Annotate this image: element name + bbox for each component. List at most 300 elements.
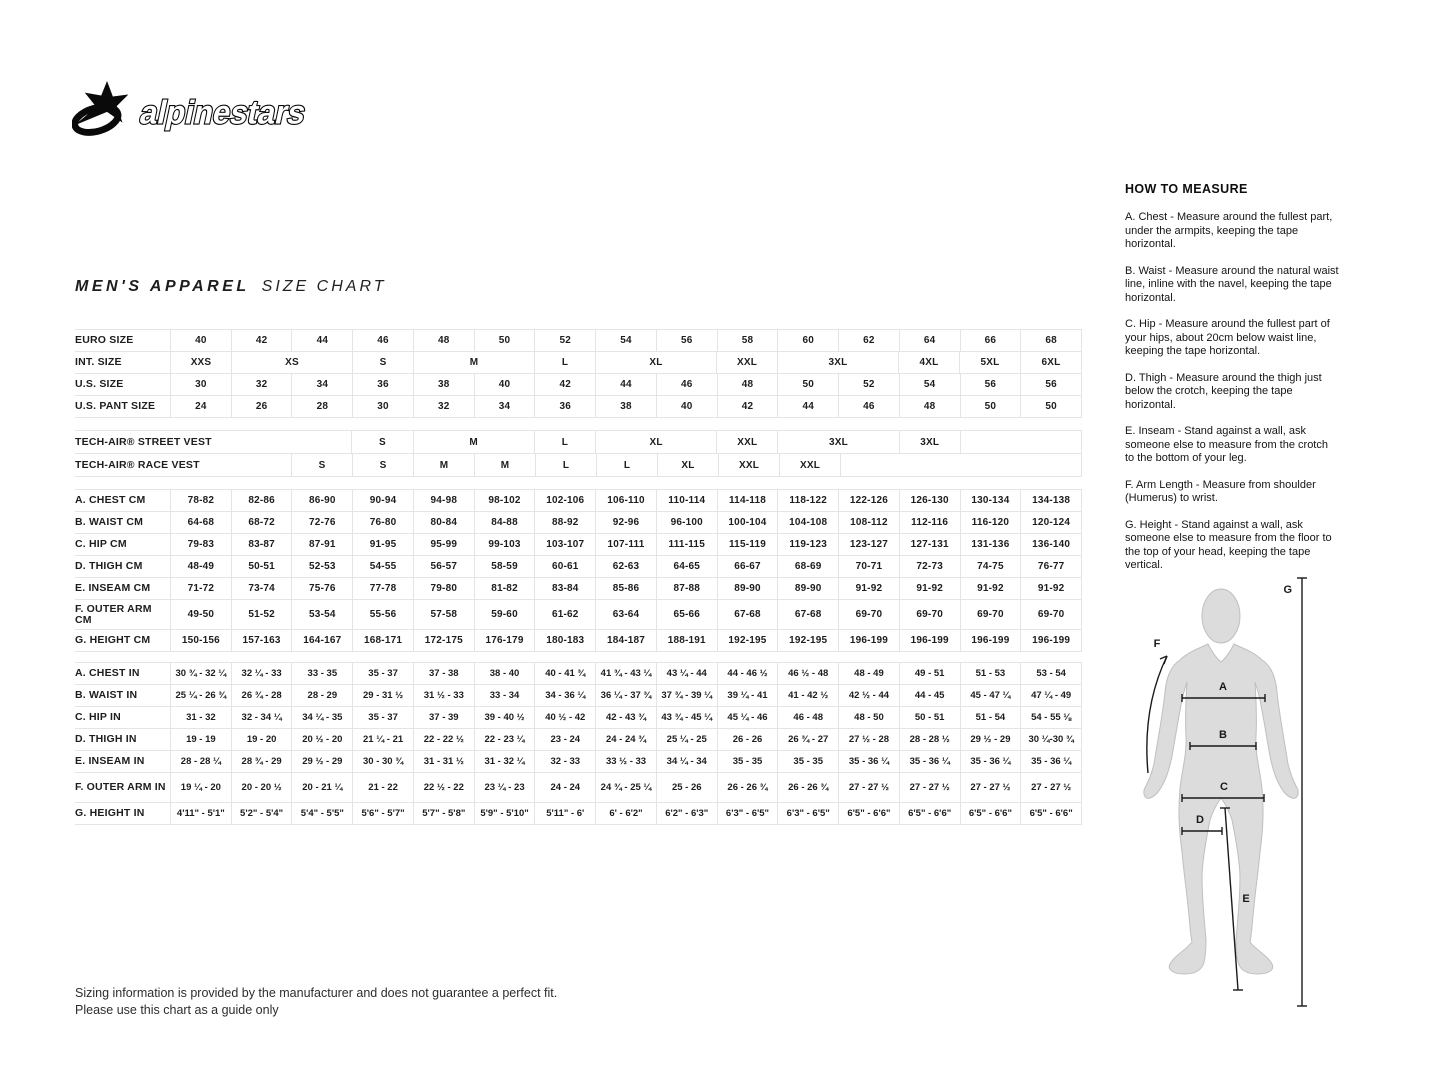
table-cell: 27 - 27 ½ <box>839 773 900 802</box>
row-label: TECH-AIR® STREET VEST <box>75 435 212 448</box>
table-cell: 6'5" - 6'6" <box>839 803 900 824</box>
table-cell: 130-134 <box>961 490 1022 511</box>
table-cell: 40 - 41 ¾ <box>535 663 596 684</box>
table-cell: 28 ¾ - 29 <box>232 751 293 772</box>
table-cell: 27 - 27 ½ <box>1021 773 1082 802</box>
table-cell: 91-95 <box>353 534 414 555</box>
table-cell: 23 - 24 <box>535 729 596 750</box>
table-cell: 83-87 <box>232 534 293 555</box>
table-cell: 120-124 <box>1021 512 1082 533</box>
table-cell: 180-183 <box>535 630 596 651</box>
table-row <box>75 534 1082 556</box>
table-cell: 127-131 <box>900 534 961 555</box>
row-label: A. CHEST CM <box>75 490 171 511</box>
table-cell: 29 ½ - 29 <box>292 751 353 772</box>
table-cell: 48 <box>900 396 961 417</box>
logo-wordmark: alpinestars <box>136 94 319 132</box>
table-cell: 192-195 <box>718 630 779 651</box>
table-cell: 66 <box>961 330 1022 351</box>
table-cell: 5XL <box>960 352 1021 373</box>
table-cell: 86-90 <box>292 490 353 511</box>
row-label: E. INSEAM IN <box>75 751 171 772</box>
table-cell: 20 ½ - 20 <box>292 729 353 750</box>
table-row <box>75 751 1082 773</box>
table-cell: 19 ¼ - 20 <box>171 773 232 802</box>
table-cell: 81-82 <box>475 578 536 599</box>
table-cell: L <box>597 454 658 476</box>
table-cell: 176-179 <box>475 630 536 651</box>
table-cell: 6'3" - 6'5" <box>778 803 839 824</box>
table-cell: 36 <box>353 374 414 395</box>
table-cell: 196-199 <box>900 630 961 651</box>
table-cell: 4XL <box>899 352 960 373</box>
table-cell: 26 - 26 ¾ <box>718 773 779 802</box>
footer-line-2: Please use this chart as a guide only <box>75 1003 279 1017</box>
alpinestars-logo-graphic <box>72 80 324 140</box>
table-cell: 34 ¼ - 35 <box>292 707 353 728</box>
table-cell: 42 <box>232 330 293 351</box>
table-cell: 24 <box>171 396 232 417</box>
row-label: G. HEIGHT CM <box>75 630 171 651</box>
figure-label-e: E <box>1242 893 1250 905</box>
table-cell: 6'3" - 6'5" <box>718 803 779 824</box>
row-label: C. HIP CM <box>75 534 171 555</box>
table-cell: 196-199 <box>839 630 900 651</box>
table-cell: 35 - 36 ¼ <box>839 751 900 772</box>
table-cell: 48-49 <box>171 556 232 577</box>
table-cell: 82-86 <box>232 490 293 511</box>
table-cell: 35 - 35 <box>778 751 839 772</box>
table-row <box>75 512 1082 534</box>
table-row <box>75 396 1082 418</box>
table-cell: 136-140 <box>1021 534 1082 555</box>
table-cell: XL <box>658 454 719 476</box>
table-cell: 51-52 <box>232 600 293 629</box>
table-cell: 31 - 32 ¼ <box>475 751 536 772</box>
table-cell: 5'4" - 5'5" <box>292 803 353 824</box>
table-cell: 51 - 53 <box>961 663 1022 684</box>
table-cell: 172-175 <box>414 630 475 651</box>
table-cell: S <box>353 454 414 476</box>
table-row <box>75 374 1082 396</box>
table-cell: 58 <box>718 330 779 351</box>
table-cell: 44 - 45 <box>900 685 961 706</box>
table-cell: 39 - 40 ½ <box>475 707 536 728</box>
table-cell: 40 <box>475 374 536 395</box>
table-cell: 34 - 36 ¼ <box>535 685 596 706</box>
table-cell: 50 <box>475 330 536 351</box>
table-cell: 164-167 <box>292 630 353 651</box>
table-cell: M <box>414 454 475 476</box>
table-cell: 53-54 <box>292 600 353 629</box>
size-table <box>75 329 1082 825</box>
table-cell: 60 <box>778 330 839 351</box>
table-cell: 54 <box>900 374 961 395</box>
table-cell: 44 <box>596 374 657 395</box>
table-cell: 32 ¼ - 33 <box>232 663 293 684</box>
measure-instruction: B. Waist - Measure around the natural waist line, inline with the navel, keeping the tape horizontal. <box>1125 264 1339 304</box>
table-cell: 26 ¾ - 28 <box>232 685 293 706</box>
table-cell: 122-126 <box>839 490 900 511</box>
table-cell: 32 - 33 <box>535 751 596 772</box>
table-row <box>75 431 1082 454</box>
table-cell: 78-82 <box>171 490 232 511</box>
table-cell: 64-68 <box>171 512 232 533</box>
table-cell: 59-60 <box>475 600 536 629</box>
table-cell: 196-199 <box>961 630 1022 651</box>
row-label: U.S. SIZE <box>75 374 171 395</box>
table-cell: 43 ¾ - 45 ¼ <box>657 707 718 728</box>
table-cell: 48 <box>718 374 779 395</box>
table-cell: 30 <box>171 374 232 395</box>
empty-cell <box>961 431 1082 453</box>
table-cell: 21 - 22 <box>353 773 414 802</box>
table-cell: 94-98 <box>414 490 475 511</box>
table-cell: 19 - 20 <box>232 729 293 750</box>
table-cell: 83-84 <box>535 578 596 599</box>
measurement-figure <box>1140 568 1445 1023</box>
table-cell: 76-80 <box>353 512 414 533</box>
table-cell: 24 ¾ - 25 ¼ <box>596 773 657 802</box>
table-cell: 48 - 49 <box>839 663 900 684</box>
table-cell: 41 ¾ - 43 ¼ <box>596 663 657 684</box>
table-cell: 38 <box>414 374 475 395</box>
figure-label-a: A <box>1219 681 1227 693</box>
logo-star <box>74 81 128 126</box>
measure-instruction: C. Hip - Measure around the fullest part of your hips, about 20cm below waist line, keeping the tape horizontal. <box>1125 318 1330 357</box>
table-cell: 35 - 36 ¼ <box>900 751 961 772</box>
table-cell: S <box>292 454 353 476</box>
figure-head <box>1202 589 1240 643</box>
table-cell: 88-92 <box>535 512 596 533</box>
table-cell: 73-74 <box>232 578 293 599</box>
table-cell: 29 ½ - 29 <box>961 729 1022 750</box>
table-cell: 50 <box>778 374 839 395</box>
table-cell: M <box>414 352 535 373</box>
row-label: EURO SIZE <box>75 330 171 351</box>
table-cell: 5'9" - 5'10" <box>475 803 536 824</box>
table-cell: 46 ½ - 48 <box>778 663 839 684</box>
table-row <box>75 352 1082 374</box>
table-cell: 31 - 31 ½ <box>414 751 475 772</box>
table-cell: 100-104 <box>718 512 779 533</box>
table-cell: 67-68 <box>778 600 839 629</box>
table-cell: 21 ¼ - 21 <box>353 729 414 750</box>
table-cell: 37 ¾ - 39 ¼ <box>657 685 718 706</box>
table-cell: 22 - 23 ¼ <box>475 729 536 750</box>
table-cell: 22 - 22 ½ <box>414 729 475 750</box>
table-group-in <box>75 662 1082 825</box>
row-label: F. OUTER ARM IN <box>75 773 171 802</box>
table-cell: 56 <box>1021 374 1082 395</box>
table-row <box>75 663 1082 685</box>
table-cell: 60-61 <box>535 556 596 577</box>
table-cell: 4'11" - 5'1" <box>171 803 232 824</box>
table-cell: 72-73 <box>900 556 961 577</box>
table-cell: 68-69 <box>778 556 839 577</box>
table-cell: 30 ¼-30 ¾ <box>1021 729 1082 750</box>
table-cell: 111-115 <box>657 534 718 555</box>
table-cell: 116-120 <box>961 512 1022 533</box>
row-label: E. INSEAM CM <box>75 578 171 599</box>
table-cell: 25 - 26 <box>657 773 718 802</box>
table-cell: 91-92 <box>839 578 900 599</box>
table-row <box>75 707 1082 729</box>
table-cell: 157-163 <box>232 630 293 651</box>
table-cell: 27 - 27 ½ <box>961 773 1022 802</box>
figure-label-c: C <box>1220 781 1228 793</box>
row-label: B. WAIST CM <box>75 512 171 533</box>
table-cell: 6'2" - 6'3" <box>657 803 718 824</box>
table-cell: 69-70 <box>961 600 1022 629</box>
table-cell: L <box>536 454 597 476</box>
table-cell: 34 ¼ - 34 <box>657 751 718 772</box>
table-cell: XL <box>596 431 717 453</box>
table-cell: 42 - 43 ¾ <box>596 707 657 728</box>
table-cell: 28 - 28 ½ <box>900 729 961 750</box>
table-cell: 56 <box>961 374 1022 395</box>
table-cell: 30 - 30 ¾ <box>353 751 414 772</box>
table-cell: 108-112 <box>839 512 900 533</box>
table-cell: 42 <box>718 396 779 417</box>
table-row <box>75 630 1082 652</box>
alpinestars-logo <box>72 80 324 145</box>
table-cell: 48 <box>414 330 475 351</box>
body-figure-graphic <box>1140 568 1445 1018</box>
table-cell: 30 <box>353 396 414 417</box>
table-cell: 71-72 <box>171 578 232 599</box>
figure-label-g: G <box>1283 584 1292 596</box>
table-cell: 3XL <box>778 431 899 453</box>
table-cell: 62 <box>839 330 900 351</box>
table-group-cm <box>75 489 1082 652</box>
table-cell: 48 - 50 <box>839 707 900 728</box>
table-cell: 35 - 37 <box>353 707 414 728</box>
table-cell: 150-156 <box>171 630 232 651</box>
table-cell: 35 - 37 <box>353 663 414 684</box>
table-cell: 23 ¼ - 23 <box>475 773 536 802</box>
page-title <box>75 278 386 296</box>
table-cell: 192-195 <box>778 630 839 651</box>
footer-disclaimer <box>75 985 557 1019</box>
table-cell: 131-136 <box>961 534 1022 555</box>
measure-list <box>1125 211 1339 573</box>
table-cell: 44 - 46 ½ <box>718 663 779 684</box>
table-cell: 53 - 54 <box>1021 663 1082 684</box>
table-row <box>75 600 1082 630</box>
figure-label-d: D <box>1196 814 1204 826</box>
table-cell: 37 - 39 <box>414 707 475 728</box>
table-cell: 68-72 <box>232 512 293 533</box>
row-label: G. HEIGHT IN <box>75 803 171 824</box>
table-cell: 32 - 34 ¼ <box>232 707 293 728</box>
table-cell: 32 <box>232 374 293 395</box>
table-cell: 40 <box>657 396 718 417</box>
table-cell: 40 <box>171 330 232 351</box>
table-cell: 123-127 <box>839 534 900 555</box>
table-cell: 52 <box>535 330 596 351</box>
table-cell: 26 - 26 ¾ <box>778 773 839 802</box>
table-cell: 3XL <box>900 431 961 453</box>
table-cell: 99-103 <box>475 534 536 555</box>
table-cell: 75-76 <box>292 578 353 599</box>
table-cell: 22 ½ - 22 <box>414 773 475 802</box>
table-cell: 19 - 19 <box>171 729 232 750</box>
table-cell: 35 - 35 <box>718 751 779 772</box>
table-cell: 168-171 <box>353 630 414 651</box>
table-cell: 98-102 <box>475 490 536 511</box>
table-cell: 50 <box>1021 396 1082 417</box>
table-cell: 63-64 <box>596 600 657 629</box>
table-row <box>75 803 1082 825</box>
table-cell: 87-88 <box>657 578 718 599</box>
table-cell: 26 ¾ - 27 <box>778 729 839 750</box>
table-cell: 5'2" - 5'4" <box>232 803 293 824</box>
table-cell: 54 - 55 ⅛ <box>1021 707 1082 728</box>
table-cell: XS <box>232 352 353 373</box>
table-cell: 57-58 <box>414 600 475 629</box>
table-cell: 51 - 54 <box>961 707 1022 728</box>
table-row <box>75 454 1082 477</box>
table-cell: 28 <box>292 396 353 417</box>
table-cell: 26 - 26 <box>718 729 779 750</box>
table-cell: 110-114 <box>657 490 718 511</box>
table-group-sizes <box>75 329 1082 418</box>
table-cell: 31 - 32 <box>171 707 232 728</box>
table-cell: 43 ¼ - 44 <box>657 663 718 684</box>
table-cell: 46 <box>353 330 414 351</box>
table-cell: XXS <box>171 352 232 373</box>
table-cell: 69-70 <box>900 600 961 629</box>
table-cell: 69-70 <box>839 600 900 629</box>
table-cell: 84-88 <box>475 512 536 533</box>
table-cell: 95-99 <box>414 534 475 555</box>
row-label: B. WAIST IN <box>75 685 171 706</box>
table-cell: 62-63 <box>596 556 657 577</box>
table-cell: 36 <box>535 396 596 417</box>
table-cell: 28 - 29 <box>292 685 353 706</box>
table-cell: 49 - 51 <box>900 663 961 684</box>
table-cell: 67-68 <box>718 600 779 629</box>
table-group-techair <box>75 430 1082 477</box>
table-cell: 40 ½ - 42 <box>535 707 596 728</box>
table-cell: 96-100 <box>657 512 718 533</box>
table-cell: 72-76 <box>292 512 353 533</box>
table-cell: M <box>414 431 535 453</box>
table-cell: 5'11" - 6' <box>535 803 596 824</box>
table-cell: 34 <box>475 396 536 417</box>
table-cell: 50 - 51 <box>900 707 961 728</box>
table-row <box>75 773 1082 803</box>
table-cell: 90-94 <box>353 490 414 511</box>
table-cell: 104-108 <box>778 512 839 533</box>
table-cell: 34 <box>292 374 353 395</box>
table-cell: 91-92 <box>1021 578 1082 599</box>
table-cell: 20 - 20 ½ <box>232 773 293 802</box>
table-cell: 115-119 <box>718 534 779 555</box>
table-cell: 5'7" - 5'8" <box>414 803 475 824</box>
table-cell: 6XL <box>1021 352 1082 373</box>
table-cell: 69-70 <box>1021 600 1082 629</box>
how-to-measure-panel <box>1125 182 1339 586</box>
table-cell: L <box>535 352 596 373</box>
how-to-measure-heading: HOW TO MEASURE <box>1125 182 1248 196</box>
table-cell: 85-86 <box>596 578 657 599</box>
table-cell: 24 - 24 <box>535 773 596 802</box>
table-cell: XXL <box>719 454 780 476</box>
table-cell: L <box>535 431 596 453</box>
table-cell: S <box>353 352 414 373</box>
table-cell: 65-66 <box>657 600 718 629</box>
table-cell: 46 <box>839 396 900 417</box>
table-cell: 25 ¼ - 26 ¾ <box>171 685 232 706</box>
figure-label-b: B <box>1219 729 1227 741</box>
table-cell: 37 - 38 <box>414 663 475 684</box>
table-cell: 54-55 <box>353 556 414 577</box>
table-cell: 55-56 <box>353 600 414 629</box>
table-cell: 30 ¾ - 32 ¼ <box>171 663 232 684</box>
table-cell: 68 <box>1021 330 1082 351</box>
table-cell: 49-50 <box>171 600 232 629</box>
table-cell: 24 - 24 ¾ <box>596 729 657 750</box>
table-cell: 54 <box>596 330 657 351</box>
table-cell: 50-51 <box>232 556 293 577</box>
table-cell: 188-191 <box>657 630 718 651</box>
table-cell: 79-83 <box>171 534 232 555</box>
table-cell: 184-187 <box>596 630 657 651</box>
measure-instruction: G. Height - Stand against a wall, ask someone else to measure from the floor to the top of your head, keeping the tape vertical. <box>1125 518 1332 571</box>
table-cell: 5'6" - 5'7" <box>353 803 414 824</box>
figure-label-f: F <box>1153 638 1161 650</box>
table-cell: 38 - 40 <box>475 663 536 684</box>
row-label: A. CHEST IN <box>75 663 171 684</box>
row-label: U.S. PANT SIZE <box>75 396 171 417</box>
table-cell: 89-90 <box>778 578 839 599</box>
table-row <box>75 490 1082 512</box>
row-label: C. HIP IN <box>75 707 171 728</box>
measure-instruction: A. Chest - Measure around the fullest part, under the armpits, keeping the tape horizontal. <box>1125 211 1333 250</box>
measure-instruction: D. Thigh - Measure around the thigh just below the crotch, keeping the tape horizontal. <box>1125 371 1322 411</box>
empty-cell <box>841 454 1082 476</box>
table-cell: 35 - 36 ¼ <box>1021 751 1082 772</box>
table-cell: 134-138 <box>1021 490 1082 511</box>
row-label: INT. SIZE <box>75 352 171 373</box>
table-cell: 64 <box>900 330 961 351</box>
table-cell: 61-62 <box>535 600 596 629</box>
table-cell: 119-123 <box>778 534 839 555</box>
table-cell: 126-130 <box>900 490 961 511</box>
table-cell: 114-118 <box>718 490 779 511</box>
table-cell: 45 - 47 ¼ <box>961 685 1022 706</box>
page-title-main: MEN'S APPAREL <box>75 278 250 295</box>
page-title-sub: SIZE CHART <box>261 278 387 295</box>
table-cell: 27 - 27 ½ <box>900 773 961 802</box>
table-cell: 29 - 31 ½ <box>353 685 414 706</box>
table-cell: 36 ¼ - 37 ¾ <box>596 685 657 706</box>
measure-instruction: F. Arm Length - Measure from shoulder (Humerus) to wrist. <box>1125 478 1316 504</box>
table-cell: 52 <box>839 374 900 395</box>
table-cell: 107-111 <box>596 534 657 555</box>
table-cell: 91-92 <box>961 578 1022 599</box>
table-cell: 74-75 <box>961 556 1022 577</box>
measure-instruction: E. Inseam - Stand against a wall, ask someone else to measure from the crotch to the bottom of your leg. <box>1125 425 1328 464</box>
table-cell: 32 <box>414 396 475 417</box>
table-cell: 46 <box>657 374 718 395</box>
table-row <box>75 330 1082 352</box>
table-cell: 56-57 <box>414 556 475 577</box>
table-cell: 106-110 <box>596 490 657 511</box>
table-cell: 38 <box>596 396 657 417</box>
